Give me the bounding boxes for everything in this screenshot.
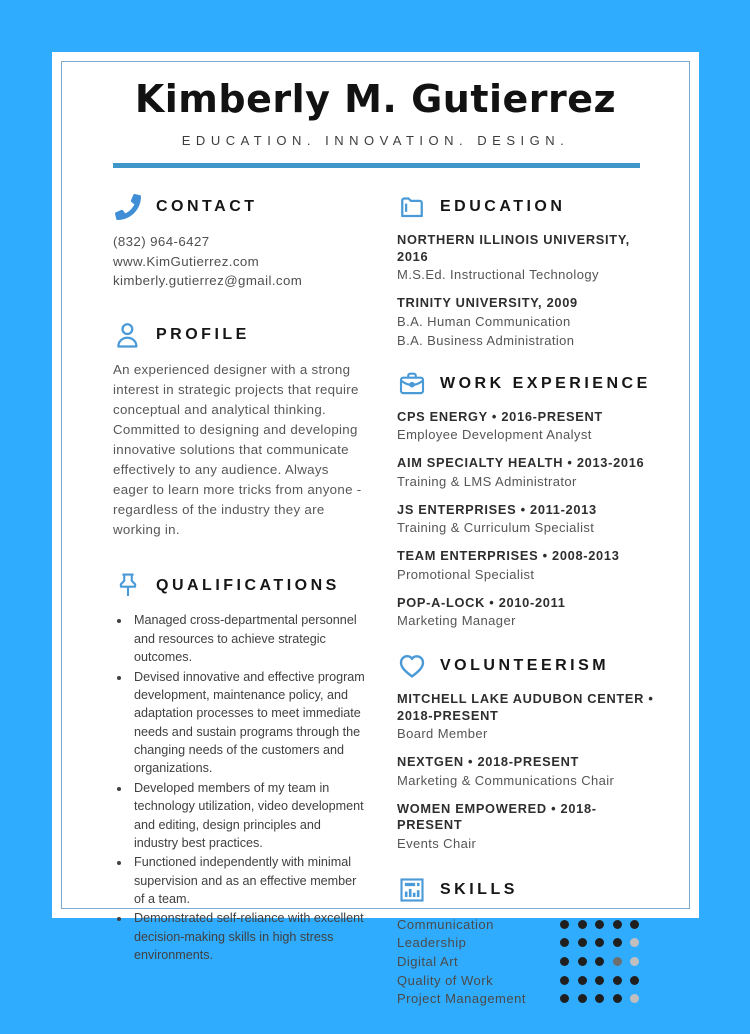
bar-chart-icon: [397, 875, 427, 905]
left-column: [113, 192, 367, 1034]
qualification-item: • Managed cross-departmental personnel and resources to achieve strategic outcomes.: [131, 611, 367, 666]
skill-row: Project Management: [397, 989, 661, 1008]
person-icon: [113, 320, 143, 350]
profile-text: An experienced designer with a strong interest in strategic projects that require conceptual and analytical thinking. Committed to designing and developing innovative solutions that communicate effectively to any audience. Always eager to learn more tricks from anyone - regardless of the industry they are working in.: [113, 362, 362, 537]
skill-row: Digital Art: [397, 952, 661, 971]
qualifications-list: [113, 611, 367, 964]
skills-heading: SKILLS: [440, 880, 518, 898]
qualifications-section: [113, 571, 367, 964]
volunteer-entry: MITCHELL LAKE AUDUBON CENTER • 2018-PRESENT Board Member: [397, 691, 654, 742]
right-column: [397, 192, 661, 1034]
volunteerism-heading: VOLUNTEERISM: [440, 657, 610, 675]
contact-email: kimberly.gutierrez@gmail.com: [113, 273, 303, 289]
qualification-item: • Devised innovative and effective program development, maintenance policy, and adaptation processes to meet immediate needs and sustain programs through the changing needs of the customers and organizations.: [131, 668, 367, 778]
resume-page: [52, 52, 699, 1007]
contact-website: www.KimGutierrez.com: [113, 253, 260, 269]
education-entry: TRINITY UNIVERSITY, 2009 B.A. Human Communication B.A. Business Administration: [397, 295, 578, 348]
skill-rating-dots: [560, 938, 639, 947]
briefcase-icon: [397, 369, 427, 399]
work-entry: AIM SPECIALTY HEALTH • 2013-2016 Training & LMS Administrator: [397, 455, 645, 489]
qualifications-heading: QUALIFICATIONS: [156, 577, 340, 595]
profile-section: [113, 320, 367, 539]
qualification-item: • Developed members of my team in technology utilization, video development and editing, design principles and industry best practices.: [131, 779, 367, 853]
work-entry: POP-A-LOCK • 2010-2011 Marketing Manager: [397, 594, 566, 629]
skill-rating-dots: [560, 976, 639, 985]
phone-icon: [113, 192, 143, 222]
volunteer-entry: WOMEN EMPOWERED • 2018-PRESENT Events Chair: [397, 800, 597, 852]
header-divider: [113, 163, 640, 168]
tagline: EDUCATION. INNOVATION. DESIGN.: [181, 133, 570, 148]
page-title: Kimberly M. Gutierrez: [134, 77, 617, 121]
pushpin-icon: [113, 571, 143, 601]
work-entry: CPS ENERGY • 2016-PRESENT Employee Development Analyst: [397, 408, 603, 443]
contact-section: [113, 192, 367, 291]
work-experience-section: [397, 369, 661, 631]
skill-row: Quality of Work: [397, 971, 661, 990]
education-entry: NORTHERN ILLINOIS UNIVERSITY, 2016 M.S.Ed. Instructional Technology: [397, 232, 630, 283]
education-heading: EDUCATION: [440, 198, 566, 215]
skill-rating-dots: [560, 920, 639, 929]
skill-row: Leadership: [397, 934, 661, 953]
work-experience-heading: WORK EXPERIENCE: [440, 374, 651, 392]
contact-heading: CONTACT: [156, 198, 258, 215]
skills-section: [397, 875, 661, 1008]
skill-rating-dots: [560, 957, 639, 966]
profile-heading: PROFILE: [156, 326, 250, 344]
skill-row: Communication: [397, 915, 661, 934]
work-entry: JS ENTERPRISES • 2011-2013 Training & Curriculum Specialist: [397, 501, 597, 536]
volunteer-entry: NEXTGEN • 2018-PRESENT Marketing & Communications Chair: [397, 754, 615, 788]
contact-phone: (832) 964-6427: [113, 234, 210, 249]
skill-rating-dots: [560, 994, 639, 1003]
skills-list: [397, 915, 661, 1008]
work-entry: TEAM ENTERPRISES • 2008-2013 Promotional Specialist: [397, 548, 620, 582]
qualification-item: • Demonstrated self-reliance with excellent decision-making skills in high stress environments.: [131, 909, 367, 964]
folder-icon: [397, 192, 427, 222]
qualification-item: • Functioned independently with minimal supervision and as an effective member of a team.: [131, 853, 367, 908]
heart-icon: [397, 651, 427, 681]
education-section: [397, 192, 661, 350]
volunteerism-section: [397, 651, 661, 853]
